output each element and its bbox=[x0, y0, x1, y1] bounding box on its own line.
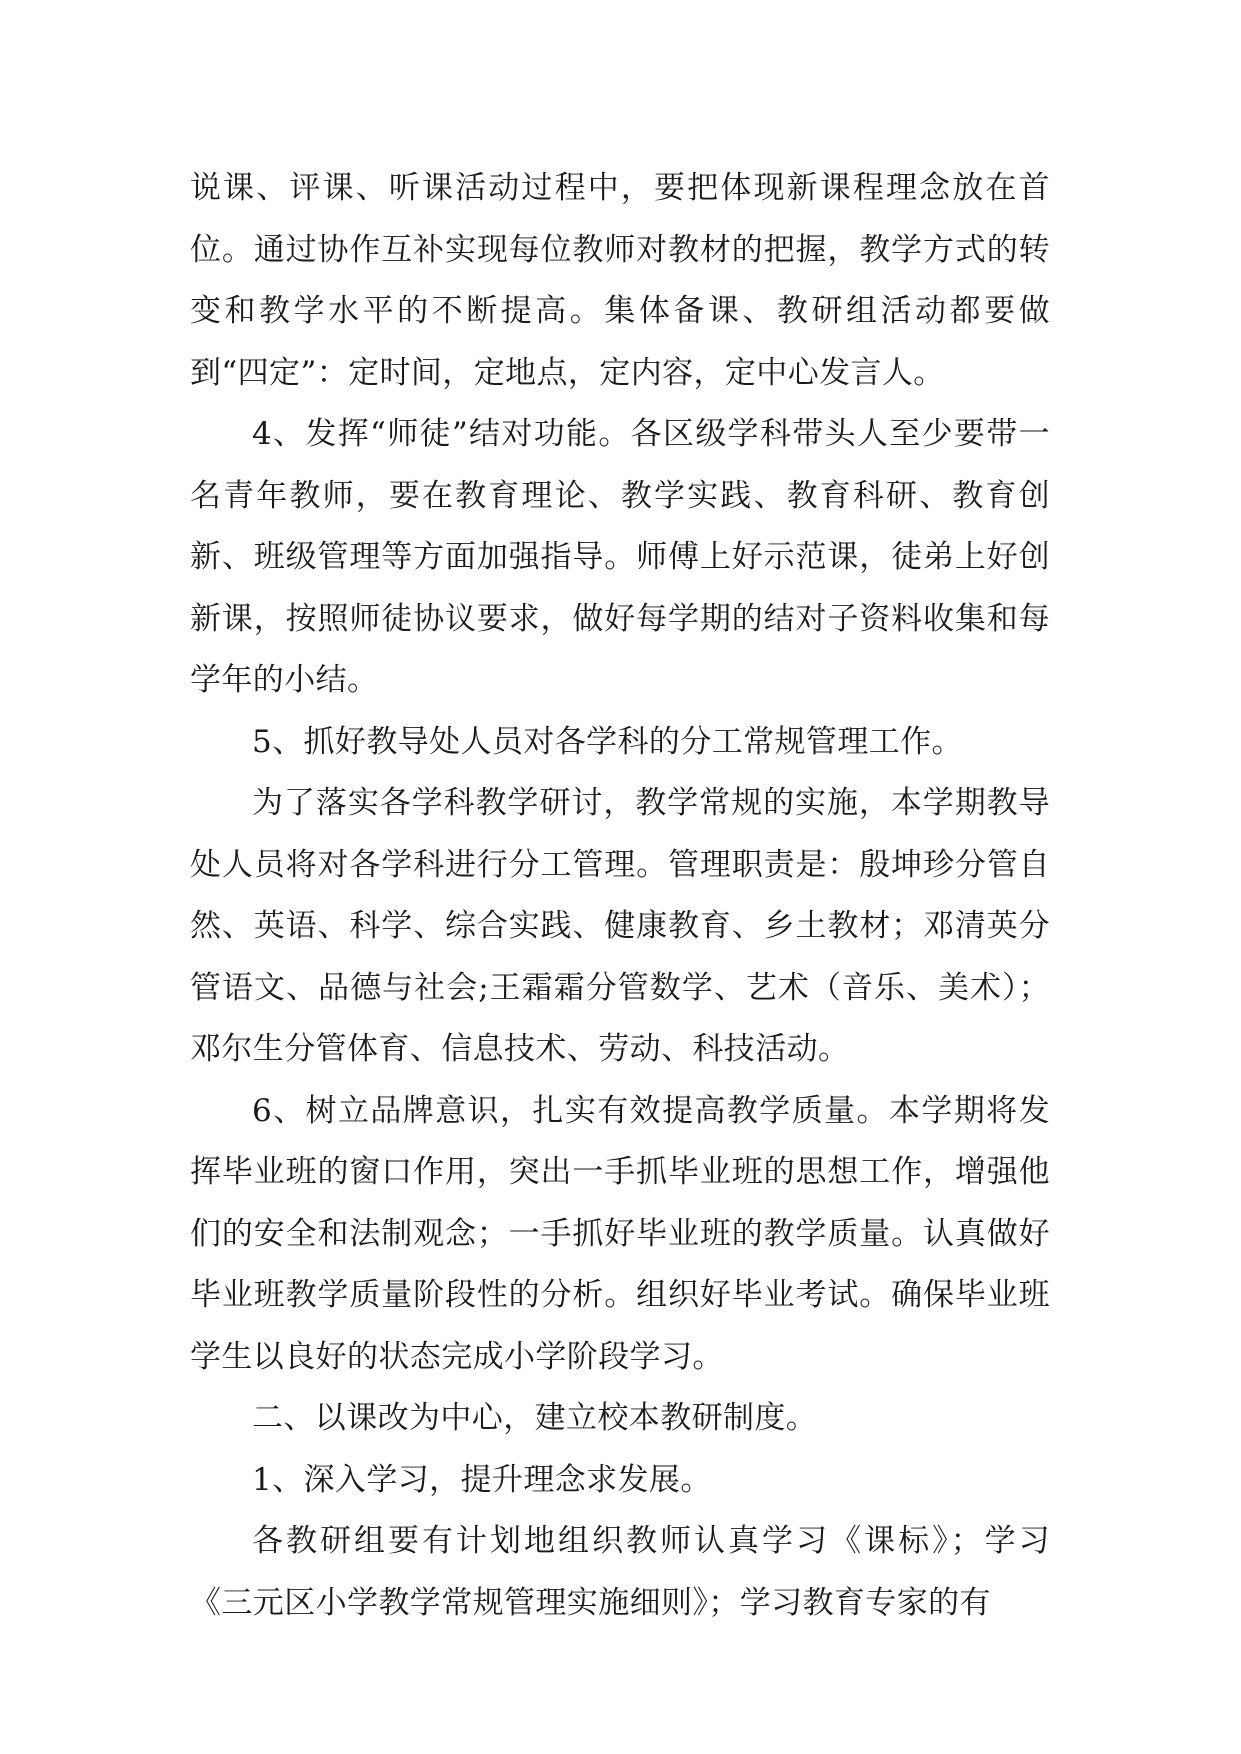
paragraph-course-activities: 说课、评课、听课活动过程中，要把体现新课程理念放在首位。通过协作互补实现每位教师对教材的把握，教学方式的转变和教学水平的不断提高。集体备课、教研组活动都要做到“四定”：定时间，定地点，定内容，定中心发言人。 bbox=[190, 170, 1050, 391]
subheading-deep-learning: 1、深入学习，提升理念求发展。 bbox=[252, 1461, 712, 1498]
paragraph-study-plan: 各教研组要有计划地组织教师认真学习《课标》；学习《三元区小学教学常规管理实施细则》；学习教育专家的有 bbox=[190, 1523, 1050, 1621]
document-body bbox=[190, 158, 1050, 1634]
paragraph-division-management: 5、抓好教导处人员对各学科的分工常规管理工作。 bbox=[252, 723, 963, 760]
section-heading-school-research: 二、以课改为中心，建立校本教研制度。 bbox=[252, 1400, 818, 1436]
paragraph-subject-assignments: 为了落实各学科教学研讨，教学常规的实施，本学期教导处人员将对各学科进行分工管理。管理职责是：殷坤珍分管自然、英语、科学、综合实践、健康教育、乡土教材；邓清英分管语文、品德与社会;王霜霜分管数学、艺术（音乐、美术）；邓尔生分管体育、信息技术、劳动、科技活动。 bbox=[190, 785, 1050, 1067]
paragraph-mentor-pairing: 4、发挥“师徒”结对功能。各区级学科带头人至少要带一名青年教师，要在教育理论、教学实践、教育科研、教育创新、班级管理等方面加强指导。师傅上好示范课，徒弟上好创新课，按照师徒协议要求，做好每学期的结对子资料收集和每学年的小结。 bbox=[190, 416, 1050, 698]
paragraph-teaching-quality: 6、树立品牌意识，扎实有效提高教学质量。本学期将发挥毕业班的窗口作用，突出一手抓毕业班的思想工作，增强他们的安全和法制观念；一手抓好毕业班的教学质量。认真做好毕业班教学质量阶段性的分析。组织好毕业考试。确保毕业班学生以良好的状态完成小学阶段学习。 bbox=[190, 1092, 1050, 1375]
